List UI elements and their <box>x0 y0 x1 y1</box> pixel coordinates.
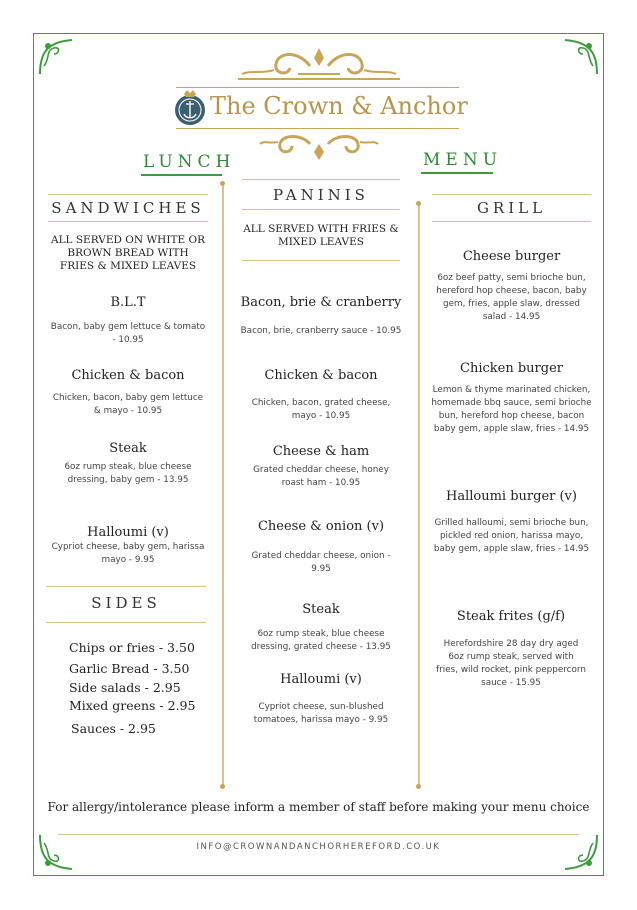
menu-item <box>50 441 206 487</box>
sides-title: SIDES <box>91 594 161 612</box>
menu-item <box>248 368 394 423</box>
column-divider <box>222 183 224 786</box>
paninis-title: PANINIS <box>273 186 369 204</box>
item-name: Halloumi burger (v) <box>446 489 577 504</box>
item-description: 6oz beef patty, semi brioche bun, hereford hop cheese, bacon, baby gem, fries, apple slaw, dressed salad - 14.95 <box>436 273 587 322</box>
menu-item <box>248 519 394 576</box>
item-name: Steak <box>302 602 340 617</box>
menu-item <box>238 295 404 338</box>
restaurant-name: The Crown & Anchor <box>210 92 468 120</box>
item-name: B.L.T <box>110 295 146 310</box>
bottom-flourish-icon <box>258 132 380 164</box>
item-description: Grilled halloumi, semi brioche bun, pickled red onion, harissa mayo, baby gem, apple slaw, fries - 14.95 <box>433 518 590 554</box>
item-name: Cheese burger <box>462 249 561 264</box>
paninis-note: ALL SERVED WITH FRIES & MIXED LEAVES <box>243 223 399 248</box>
item-name: Halloumi (v) <box>87 525 169 540</box>
corner-ornament-icon <box>36 833 76 873</box>
menu-item <box>430 361 593 436</box>
side-item: Garlic Bread - 3.50 <box>69 661 190 676</box>
item-description: Bacon, baby gem lettuce & tomato - 10.95 <box>50 322 206 345</box>
item-name: Cheese & ham <box>272 444 370 459</box>
item-name: Steak <box>109 441 147 456</box>
side-item: Sauces - 2.95 <box>71 721 156 736</box>
menu-item <box>248 602 394 654</box>
corner-ornament-icon <box>36 36 76 76</box>
menu-item <box>430 489 593 556</box>
item-name: Steak frites (g/f) <box>456 609 566 624</box>
item-description: Bacon, brie, cranberry sauce - 10.95 <box>240 326 402 336</box>
item-name: Chicken & bacon <box>264 368 378 383</box>
menu-label: MENU <box>423 150 503 170</box>
item-description: 6oz rump steak, blue cheese dressing, grated cheese - 13.95 <box>251 629 391 652</box>
contact-email[interactable]: INFO@CROWNANDANCHORHEREFORD.CO.UK <box>196 842 441 852</box>
menu-item <box>50 525 206 567</box>
sandwiches-note: ALL SERVED ON WHITE OR BROWN BREAD WITH FRIES & MIXED LEAVES <box>50 234 205 272</box>
menu-item <box>50 368 206 418</box>
grill-title: GRILL <box>476 199 547 217</box>
top-flourish-icon <box>238 44 400 84</box>
menu-item <box>50 295 206 347</box>
menu-item <box>436 609 586 690</box>
anchor-crest-icon <box>172 88 208 128</box>
side-item: Side salads - 2.95 <box>69 680 181 695</box>
corner-ornament-icon <box>561 36 601 76</box>
item-description: Cypriot cheese, baby gem, harissa mayo - 9.95 <box>51 542 205 565</box>
item-name: Cheese & onion (v) <box>257 519 385 534</box>
menu-item <box>248 672 394 727</box>
item-description: 6oz rump steak, blue cheese dressing, baby gem - 13.95 <box>64 462 192 485</box>
item-name: Bacon, brie & cranberry <box>240 295 402 310</box>
column-divider <box>418 203 420 786</box>
sandwiches-title: SANDWICHES <box>51 199 205 217</box>
item-name: Chicken & bacon <box>71 368 185 383</box>
item-description: Lemon & thyme marinated chicken, homemade bbq sauce, semi brioche bun, hereford hop cheese, bacon baby gem, apple slaw, fries - 14.95 <box>431 385 592 434</box>
item-description: Herefordshire 28 day dry aged 6oz rump steak, served with fries, wild rocket, pink peppercorn sauce - 15.95 <box>436 639 586 688</box>
item-description: Cypriot cheese, sun-blushed tomatoes, harissa mayo - 9.95 <box>253 702 389 725</box>
item-description: Grated cheddar cheese, honey roast ham - 10.95 <box>253 465 389 488</box>
item-description: Chicken, bacon, baby gem lettuce & mayo - 10.95 <box>52 393 204 416</box>
corner-ornament-icon <box>561 833 601 873</box>
side-item: Chips or fries - 3.50 <box>69 640 195 655</box>
lunch-label: LUNCH <box>143 152 236 172</box>
item-name: Chicken burger <box>460 361 563 376</box>
item-description: Chicken, bacon, grated cheese, mayo - 10.95 <box>251 398 391 421</box>
menu-item <box>248 444 394 490</box>
side-item: Mixed greens - 2.95 <box>69 698 196 713</box>
menu-item <box>430 249 593 324</box>
item-description: Grated cheddar cheese, onion - 9.95 <box>251 551 391 574</box>
allergy-notice: For allergy/intolerance please inform a member of staff before making your menu choice <box>47 800 590 814</box>
item-name: Halloumi (v) <box>280 672 362 687</box>
